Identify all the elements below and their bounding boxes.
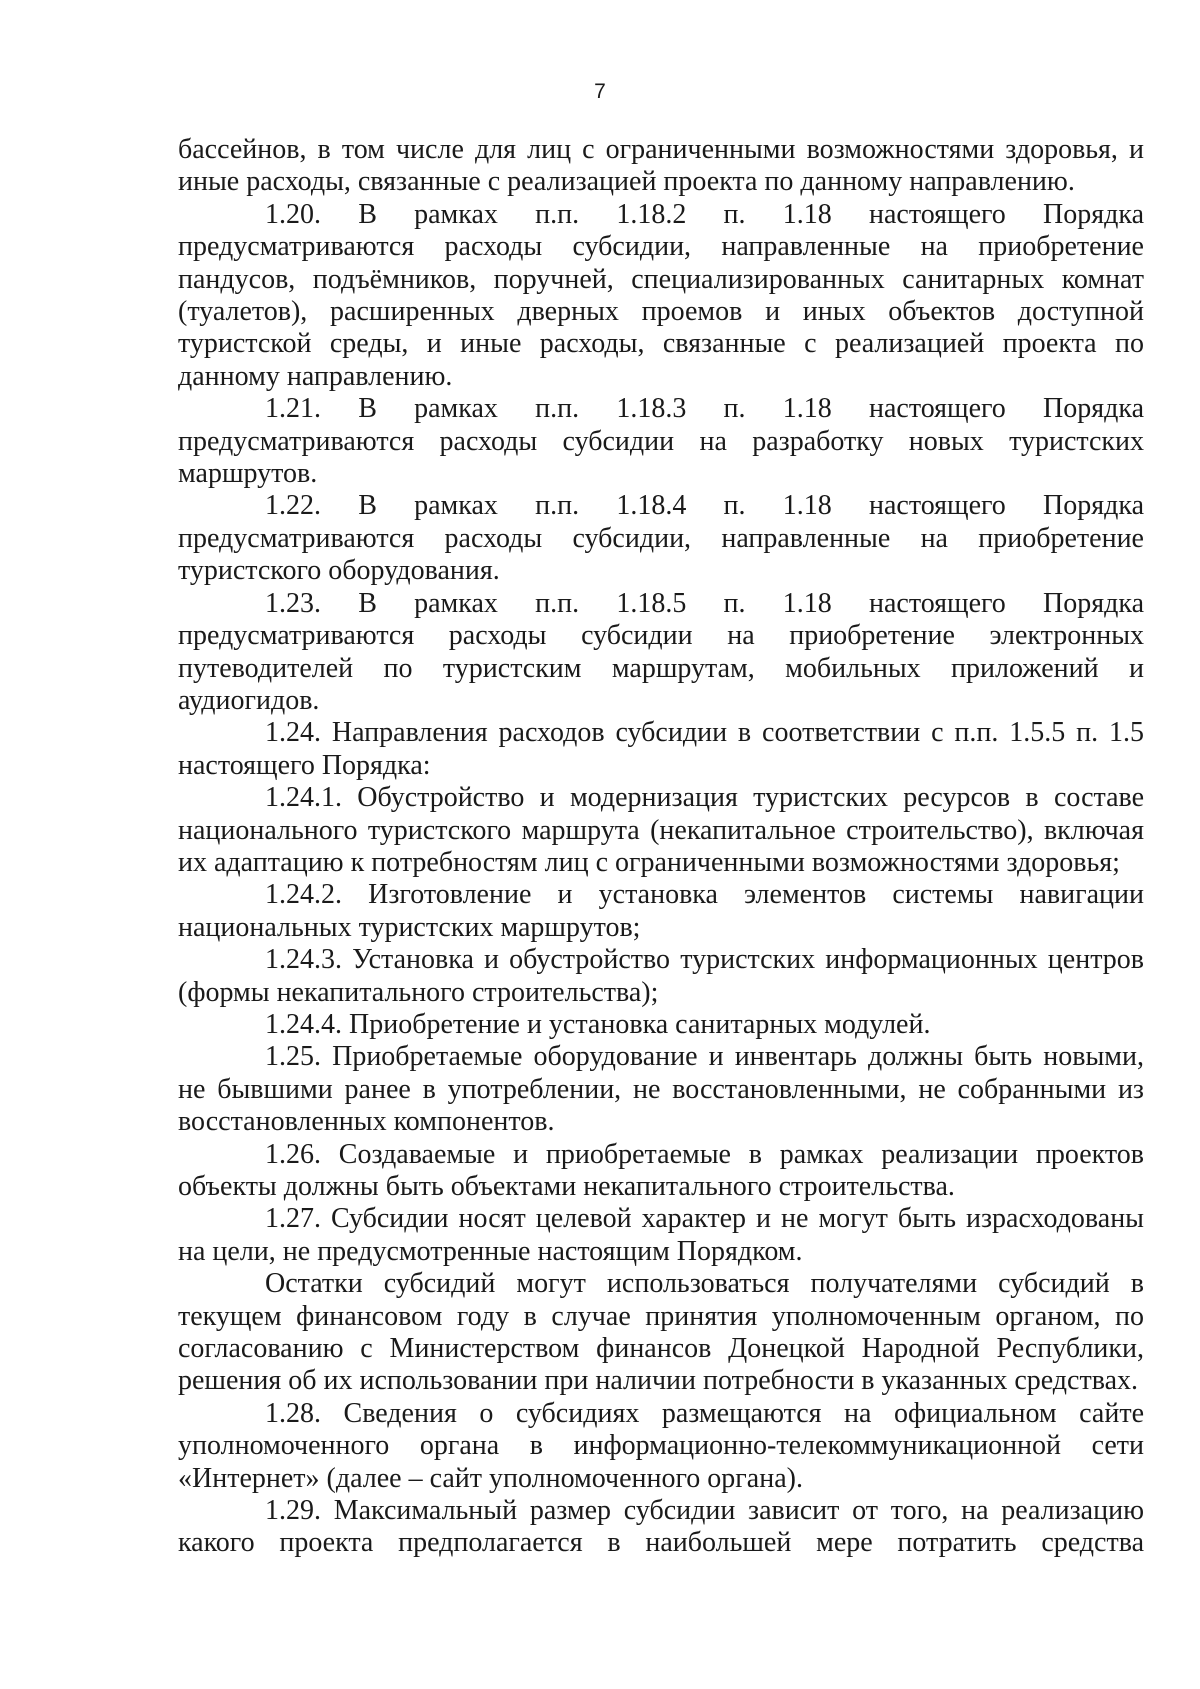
- document-body: [178, 134, 1144, 1560]
- paragraph-1-28: 1.28. Сведения о субсидиях размещаются на официальном сайте уполномоченного органа в информационно-телекоммуникационной сети «Интернет» (далее – сайт уполномоченного органа).: [178, 1397, 1144, 1494]
- paragraph-1-27: 1.27. Субсидии носят целевой характер и не могут быть израсходованы на цели, не предусмотренные настоящим Порядком.: [178, 1203, 1144, 1267]
- paragraph-1-29: 1.29. Максимальный размер субсидии зависит от того, на реализацию какого проекта предполагается в наибольшей мере потратить средства: [178, 1495, 1144, 1559]
- paragraph-1-24-1: 1.24.1. Обустройство и модернизация туристских ресурсов в составе национального туристского маршрута (некапитальное строительство), включая их адаптацию к потребностям лиц с ограниченными возможностями здоровья;: [178, 782, 1144, 878]
- paragraph-1-24: 1.24. Направления расходов субсидии в соответствии с п.п. 1.5.5 п. 1.5 настоящего Порядка:: [178, 717, 1144, 781]
- paragraph-1-26: 1.26. Создаваемые и приобретаемые в рамках реализации проектов объекты должны быть объектами некапитального строительства.: [178, 1138, 1144, 1202]
- paragraph-1-21: 1.21. В рамках п.п. 1.18.3 п. 1.18 настоящего Порядка предусматриваются расходы субсидии на разработку новых туристских маршрутов.: [178, 393, 1144, 490]
- paragraph-1-24-3: 1.24.3. Установка и обустройство туристских информационных центров (формы некапитального строительства);: [178, 944, 1144, 1008]
- page-number: 7: [594, 80, 606, 103]
- paragraph-1-23: 1.23. В рамках п.п. 1.18.5 п. 1.18 настоящего Порядка предусматриваются расходы субсидии на приобретение электронных путеводителей по туристским маршрутам, мобильных приложений и аудиогидов.: [178, 587, 1144, 716]
- paragraph-1-20: 1.20. В рамках п.п. 1.18.2 п. 1.18 настоящего Порядка предусматриваются расходы субсидии, направленные на приобретение пандусов, подъёмников, поручней, специализированных санитарных комнат (туалетов), расширенных дверных проемов и иных объектов доступной туристской среды, и иные расходы, связанные с реализацией проекта по данному направлению.: [178, 198, 1144, 392]
- paragraph-1-22: 1.22. В рамках п.п. 1.18.4 п. 1.18 настоящего Порядка предусматриваются расходы субсидии, направленные на приобретение туристского оборудования.: [178, 490, 1144, 587]
- paragraph-1-24-4: 1.24.4. Приобретение и установка санитарных модулей.: [265, 1008, 931, 1040]
- paragraph-1-24-2: 1.24.2. Изготовление и установка элементов системы навигации национальных туристских маршрутов;: [178, 879, 1144, 943]
- paragraph-1-25: 1.25. Приобретаемые оборудование и инвентарь должны быть новыми, не бывшими ранее в употреблении, не восстановленными, не собранными из восстановленных компонентов.: [178, 1041, 1144, 1138]
- paragraph-continuation: бассейнов, в том числе для лиц с ограниченными возможностями здоровья, и иные расходы, связанные с реализацией проекта по данному направлению.: [178, 134, 1144, 198]
- paragraph-remainders: Остатки субсидий могут использоваться получателями субсидий в текущем финансовом году в случае принятия уполномоченным органом, по согласованию с Министерством финансов Донецкой Народной Республики, решения об их использовании при наличии потребности в указанных средствах.: [178, 1268, 1144, 1397]
